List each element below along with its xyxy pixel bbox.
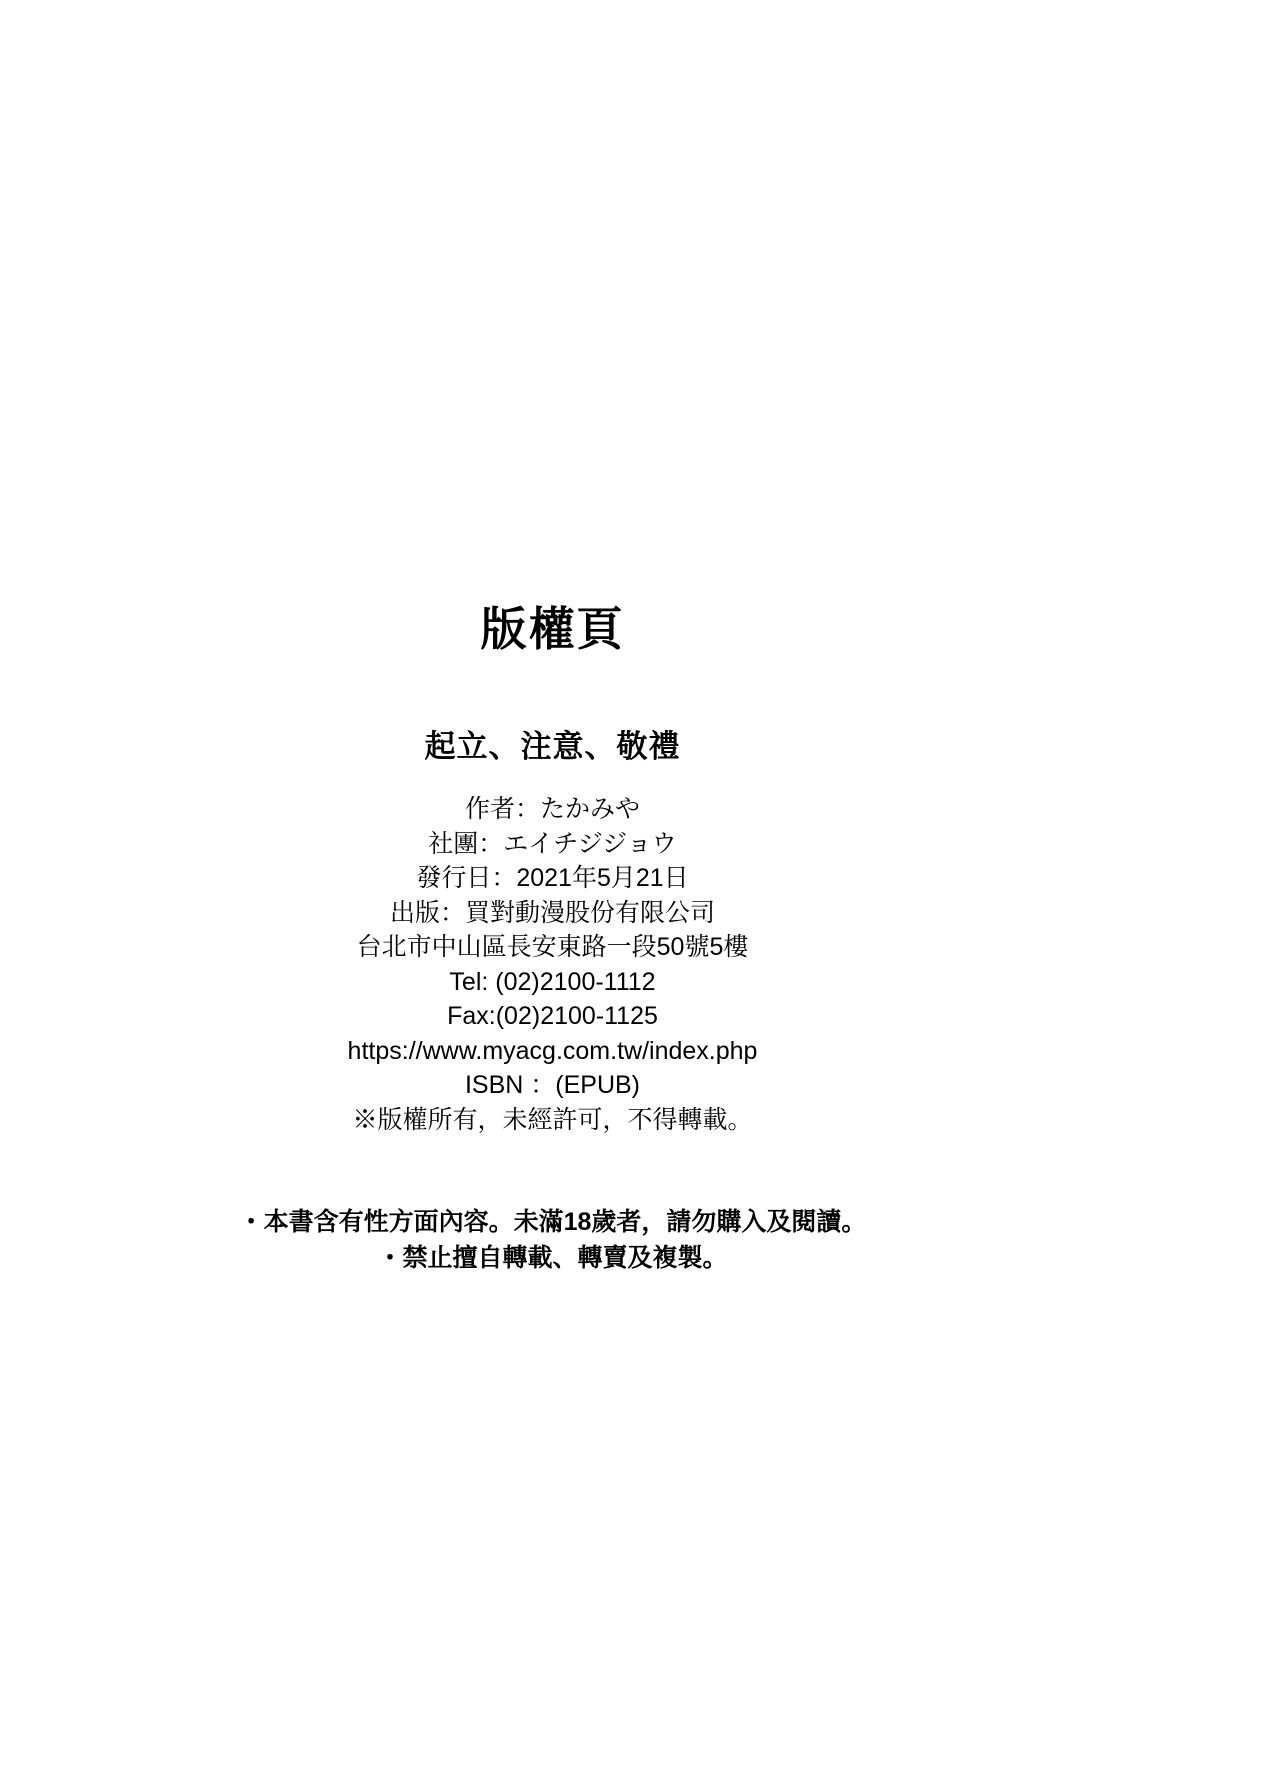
publication-info xyxy=(0,792,1105,1137)
info-line-author: 作者：たかみや xyxy=(464,795,640,823)
warning-notes xyxy=(0,1204,1105,1276)
info-line-publisher: 出版：買對動漫股份有限公司 xyxy=(389,898,715,927)
info-line-telephone: Tel: (02)2100-1112 xyxy=(449,967,656,996)
info-line-copyright-notice: ※版權所有，未經許可，不得轉載。 xyxy=(352,1105,753,1134)
work-title: 起立、注意、敬禮 xyxy=(424,729,681,764)
info-line-release-date: 發行日：2021年5月21日 xyxy=(416,864,689,892)
info-line-fax: Fax:(02)2100-1125 xyxy=(447,1002,658,1030)
info-line-circle: 社團：エイチジジョウ xyxy=(428,829,677,858)
info-line-address: 台北市中山區長安東路一段50號5樓 xyxy=(356,933,749,961)
note-line-age-restriction: ・本書含有性方面內容。未滿18歲者，請勿購入及閱讀。 xyxy=(238,1208,867,1236)
note-line-reproduction-ban: ・禁止擅自轉載、轉賣及複製。 xyxy=(377,1244,728,1272)
info-line-isbn: ISBN ：(EPUB) xyxy=(464,1071,641,1099)
page-title: 版權頁 xyxy=(480,603,625,655)
info-line-website[interactable]: https://www.myacg.com.tw/index.php xyxy=(347,1036,758,1065)
